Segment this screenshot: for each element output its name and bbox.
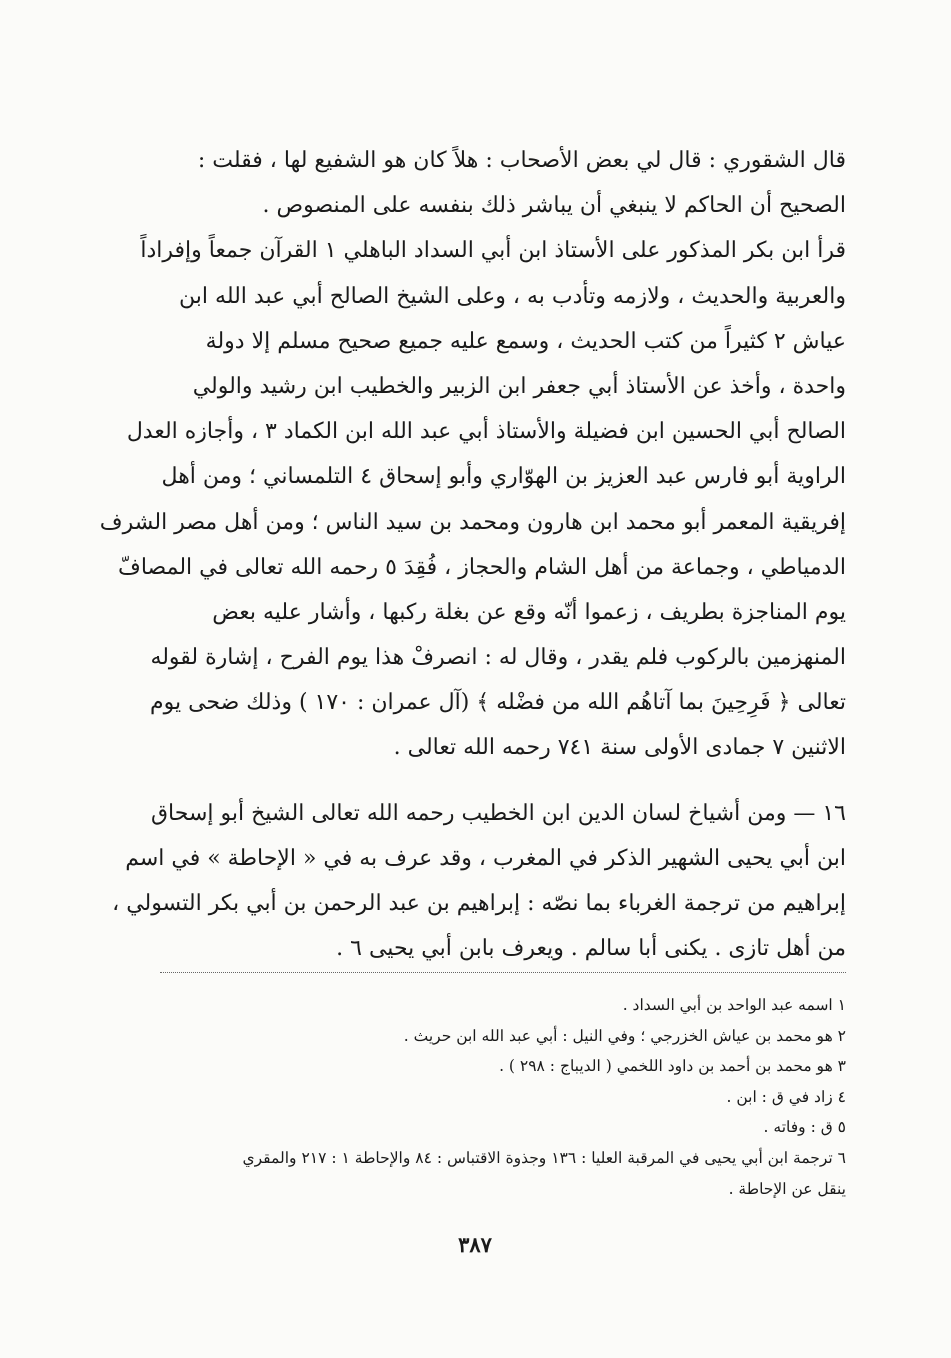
body-line: الراوية أبو فارس عبد العزيز بن الهوّاري وأبو إسحاق ٤ التلمساني ؛ ومن أهل — [161, 464, 846, 490]
footnote: ١ اسمه عبد الواحد بن أبي السداد . — [622, 996, 846, 1014]
body-line: الصالح أبي الحسين ابن فضيلة والأستاذ أبي عبد الله ابن الكماد ٣ ، وأجازه العدل — [126, 419, 846, 445]
main-text — [99, 138, 846, 971]
footnote: ٦ ترجمة ابن أبي يحيى في المرقبة العليا : ١٣٦ وجذوة الاقتباس : ٨٤ والإحاطة ١ : ٢١٧ والمقري — [242, 1148, 846, 1167]
entry-line: من أهل تازى . يكنى أبا سالم . ويعرف بابن أبي يحيى ٦ . — [336, 936, 846, 962]
footnote: ٤ زاد في ق : ابن . — [726, 1087, 846, 1106]
paragraph-gap — [158, 771, 846, 791]
footnote-separator — [160, 972, 846, 973]
body-line: الاثنين ٧ جمادى الأولى سنة ٧٤١ رحمه الله تعالى . — [393, 735, 846, 761]
entry-line: ١٦ — ومن أشياخ لسان الدين ابن الخطيب رحمه الله تعالى الشيخ أبو إسحاق — [150, 800, 846, 826]
body-line: واحدة ، وأخذ عن الأستاذ أبي جعفر ابن الزبير والخطيب ابن رشيد والولي — [192, 373, 846, 399]
entry-line: إبراهيم من ترجمة الغرباء بما نصّه : إبراهيم بن عبد الرحمن بن أبي بكر التسولي ، — [112, 891, 846, 916]
page-number: ٣٨٧ — [458, 1232, 492, 1257]
footnote: ٥ ق : وفاته . — [763, 1118, 846, 1137]
footnotes — [160, 990, 846, 1204]
body-line: المنهزمين بالركوب فلم يقدر ، وقال له : انصرفْ هذا يوم الفرح ، إشارة لقوله — [150, 645, 846, 671]
body-line: قرأ ابن بكر المذكور على الأستاذ ابن أبي السداد الباهلي ١ القرآن جمعاً وإفراداً — [140, 238, 846, 264]
body-line: الدمياطي ، وجماعة من أهل الشام والحجاز ، فُقِدَ ٥ رحمه الله تعالى في المصافّ — [118, 554, 846, 580]
body-line: قال الشقوري : قال لي بعض الأصحاب : هلاً كان هو الشفيع لها ، فقلت : — [197, 148, 846, 173]
body-line: تعالى ﴿ فَرِحِينَ بما آتاهُم الله من فضْله ﴾ (آل عمران : ١٧٠ ) وذلك ضحى يوم — [149, 690, 846, 716]
body-line: يوم المناجزة بطريف ، زعموا أنّه وقع عن بغلة ركبها ، وأشار عليه بعض — [212, 599, 846, 625]
body-line: إفريقية المعمر أبو محمد ابن هارون ومحمد بن سيد الناس ؛ ومن أهل مصر الشرف — [99, 509, 846, 535]
footnote: ٣ هو محمد بن أحمد بن داود اللخمي ( الديباج : ٢٩٨ ) . — [499, 1057, 846, 1076]
entry-line: ابن أبي يحيى الشهير الذكر في المغرب ، وقد عرف به في « الإحاطة » في اسم — [125, 845, 846, 871]
body-line: عياش ٢ كثيراً من كتب الحديث ، وسمع عليه جميع صحيح مسلم إلا دولة — [205, 328, 846, 354]
footnote: ٢ هو محمد بن عياش الخزرجي ؛ وفي النيل : أبي عبد الله ابن حريث . — [403, 1026, 846, 1045]
footnote: ينقل عن الإحاطة . — [728, 1179, 846, 1198]
body-line: والعربية والحديث ، ولازمه وتأدب به ، وعلى الشيخ الصالح أبي عبد الله ابن — [179, 283, 846, 309]
body-line: الصحيح أن الحاكم لا ينبغي أن يباشر ذلك بنفسه على المنصوص . — [262, 193, 846, 219]
